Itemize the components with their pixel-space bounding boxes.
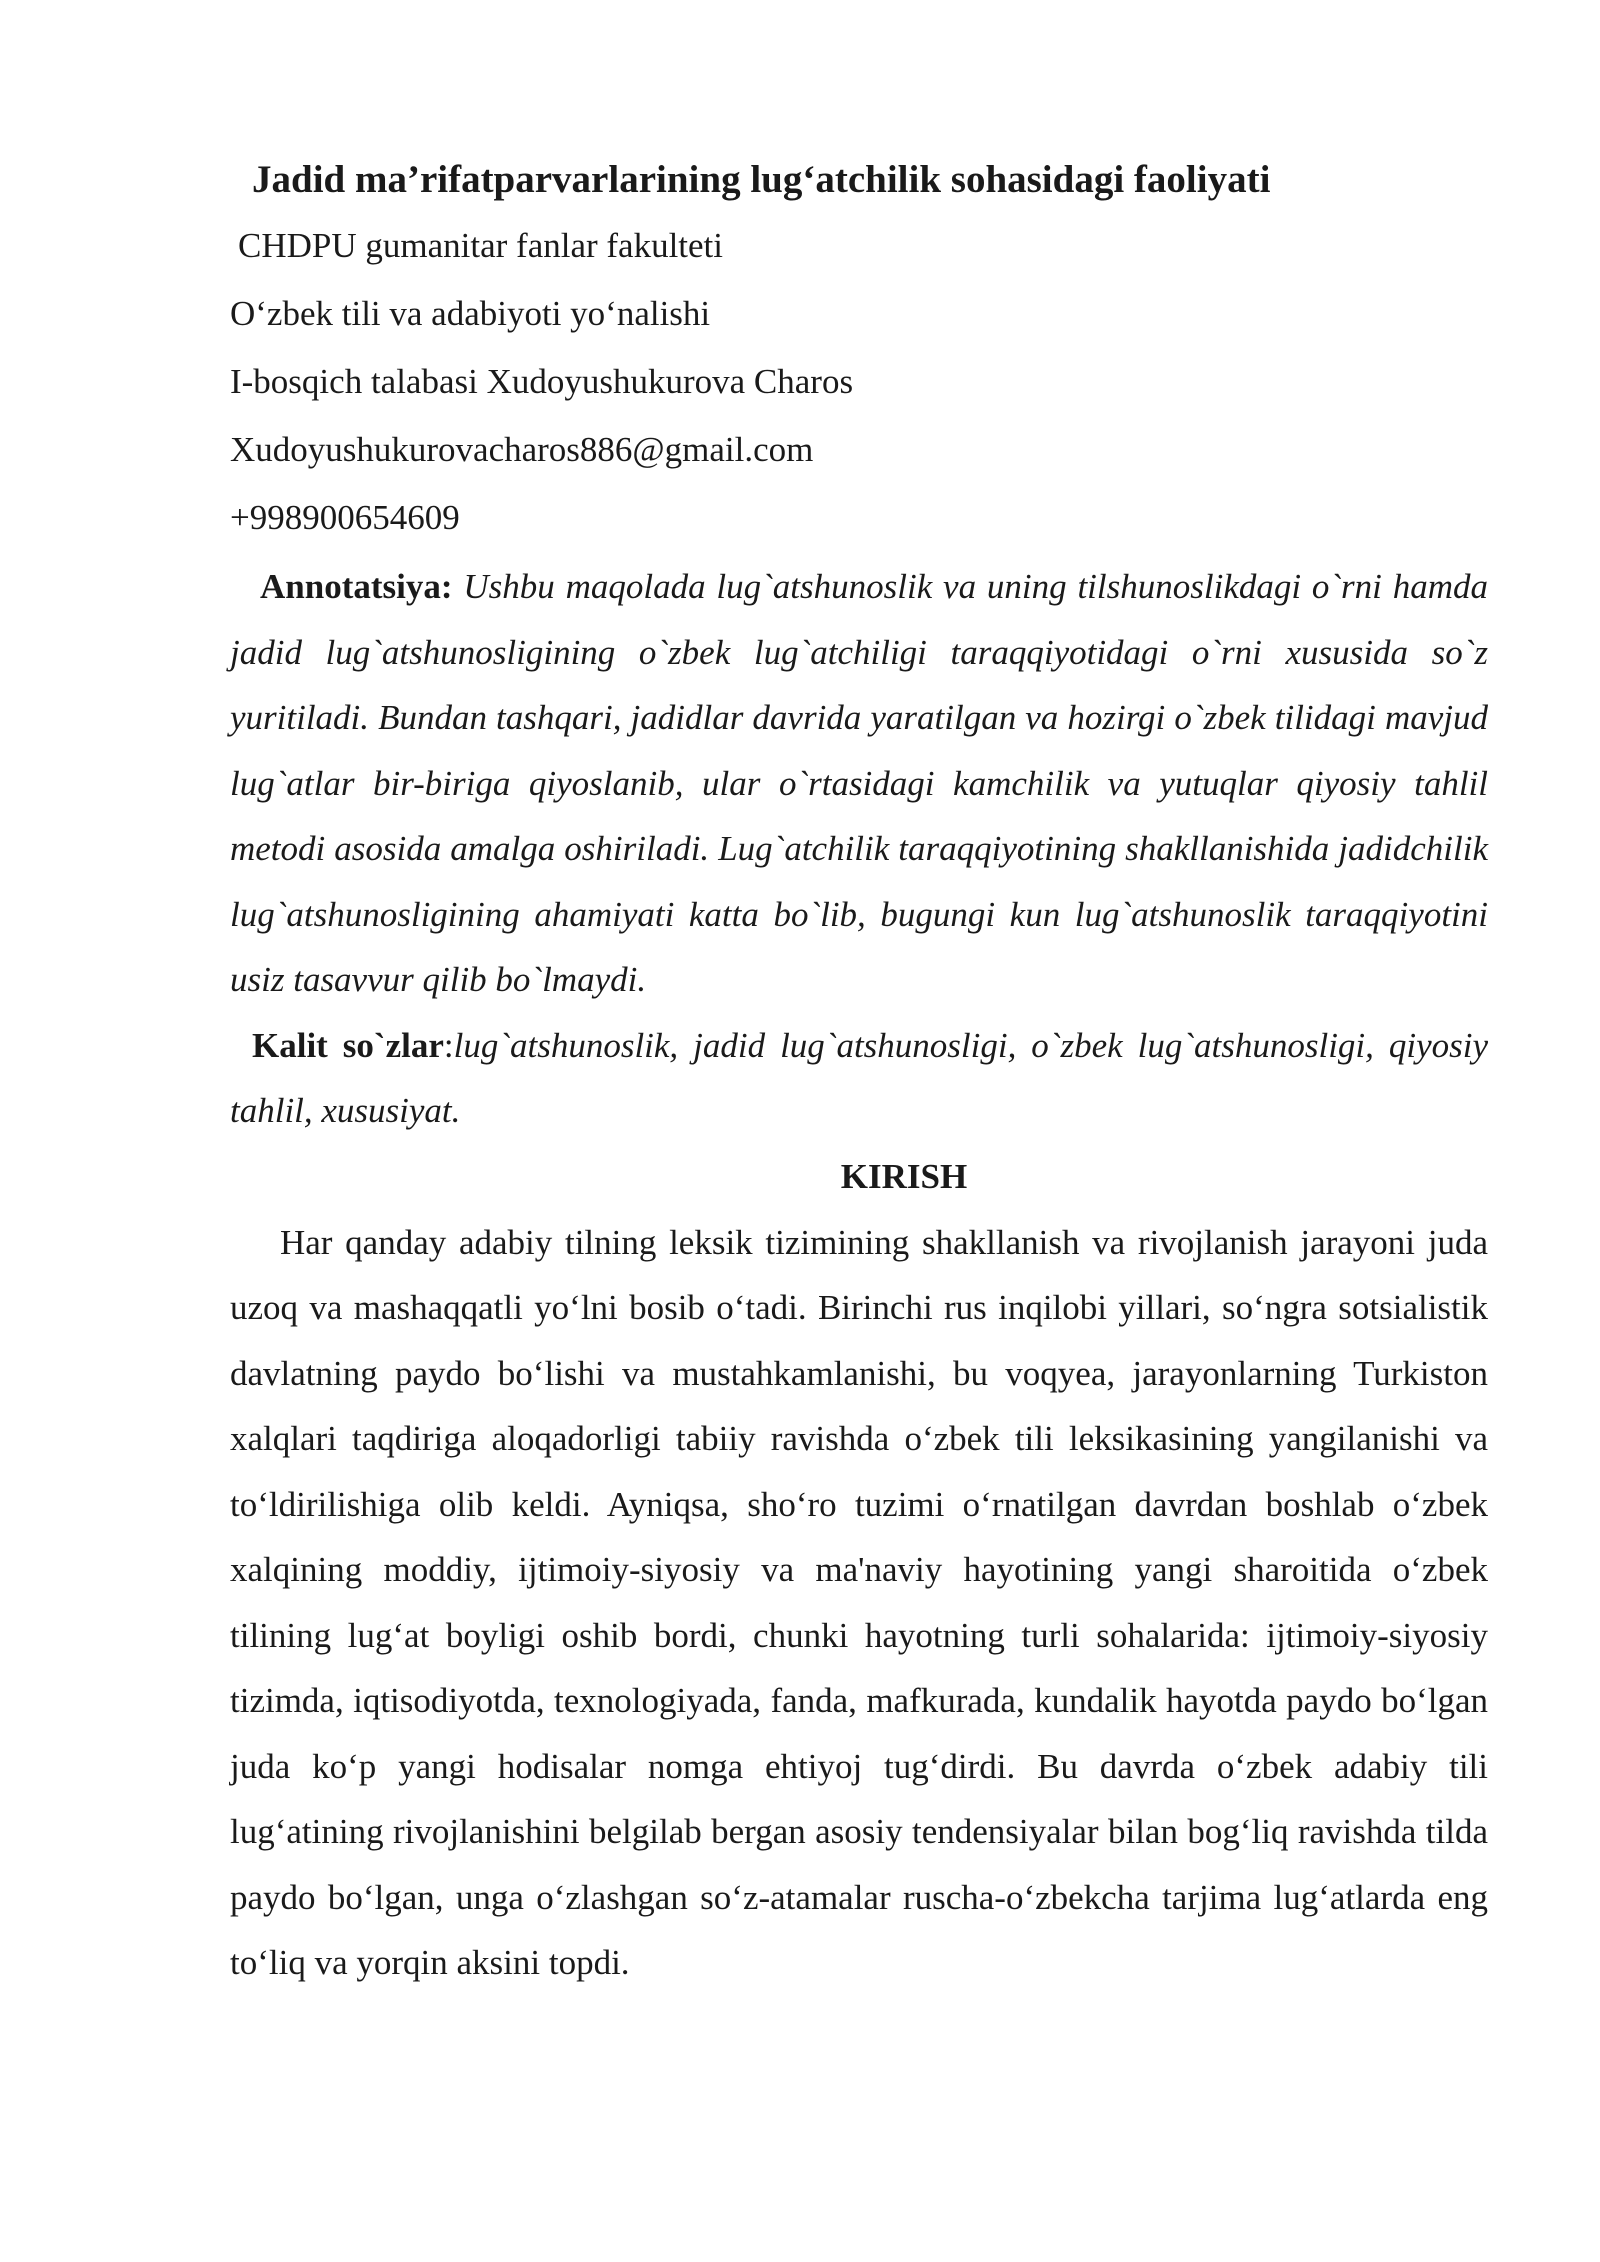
body-paragraph: Har qanday adabiy tilning leksik tizimining shakllanish va rivojlanish jarayoni juda uzoq va mashaqqatli yo‘lni bosib o‘tadi. Birinchi rus inqilobi yillari, so‘ngra sotsialistik davlatning paydo bo‘lishi va mustahkamlanishi, bu voqyea, jarayonlarning Turkiston xalqlari taqdiriga aloqadorligi tabiiy ravishda o‘zbek tili leksikasining yangilanishi va to‘ldirilishiga olib keldi. Ayniqsa, sho‘ro tuzimi o‘rnatilgan davrdan boshlab o‘zbek xalqining moddiy, ijtimoiy-siyosiy va ma'naviy hayotining yangi sharoitida o‘zbek tilining lug‘at boyligi oshib bordi, chunki hayotning turli sohalarida: ijtimoiy-siyosiy tizimda, iqtisodiyotda, texnologiyada, fanda, mafkurada, kundalik hayotda paydo bo‘lgan juda ko‘p yangi hodisalar nomga ehtiyoj tug‘dirdi. Bu davrda o‘zbek adabiy tili lug‘atining rivojlanishini belgilab bergan asosiy tendensiyalar bilan bog‘liq ravishda tilda paydo bo‘lgan, unga o‘zlashgan so‘z-atamalar ruscha-o‘zbekcha tarjima lug‘atlarda eng to‘liq va yorqin aksini topdi. — [230, 1222, 1488, 1982]
keywords-text: lug`atshunoslik, jadid lug`atshunosligi, o`zbek lug`atshunosligi, qiyosiy tahlil, xususiyat. — [230, 1025, 1488, 1130]
abstract-label: Annotatsiya: — [260, 567, 453, 606]
abstract-text: Ushbu maqolada lug`atshunoslik va uning tilshunoslikdagi o`rni hamda jadid lug`atshunosligining o`zbek lug`atchiligi taraqqiyotidagi o`rni xususida so`z yuritiladi. Bundan tashqari, jadidlar davrida yaratilgan va hozirgi o`zbek tilidagi mavjud lug`atlar bir-biriga qiyoslanib, ular o`rtasidagi kamchilik va yutuqlar qiyosiy tahlil metodi asosida amalga oshiriladi. Lug`atchilik taraqqiyotining shakllanishida jadidchilik lug`atshunosligining ahamiyati katta bo`lib, bugungi kun lug`atshunoslik taraqqiyotini usiz tasavvur qilib bo`lmaydi. — [230, 567, 1488, 999]
email-line: Xudoyushukurovacharos886@gmail.com — [230, 430, 814, 469]
program-line: O‘zbek tili va adabiyoti yo‘nalishi — [230, 294, 711, 333]
paper-title: Jadid ma’rifatparvarlarining lug‘atchilik sohasidagi faoliyati — [252, 158, 1271, 201]
faculty-line: CHDPU gumanitar fanlar fakulteti — [238, 226, 724, 265]
phone-line: +998900654609 — [230, 498, 460, 537]
keywords-colon: : — [443, 1025, 454, 1065]
keywords — [230, 1013, 1488, 1144]
author-line: I-bosqich talabasi Xudoyushukurova Charos — [230, 362, 854, 401]
section-heading-kirish: KIRISH — [840, 1156, 968, 1196]
paper-page — [230, 148, 1488, 1996]
keywords-label: Kalit so`zlar — [252, 1025, 444, 1065]
abstract — [230, 554, 1488, 1013]
